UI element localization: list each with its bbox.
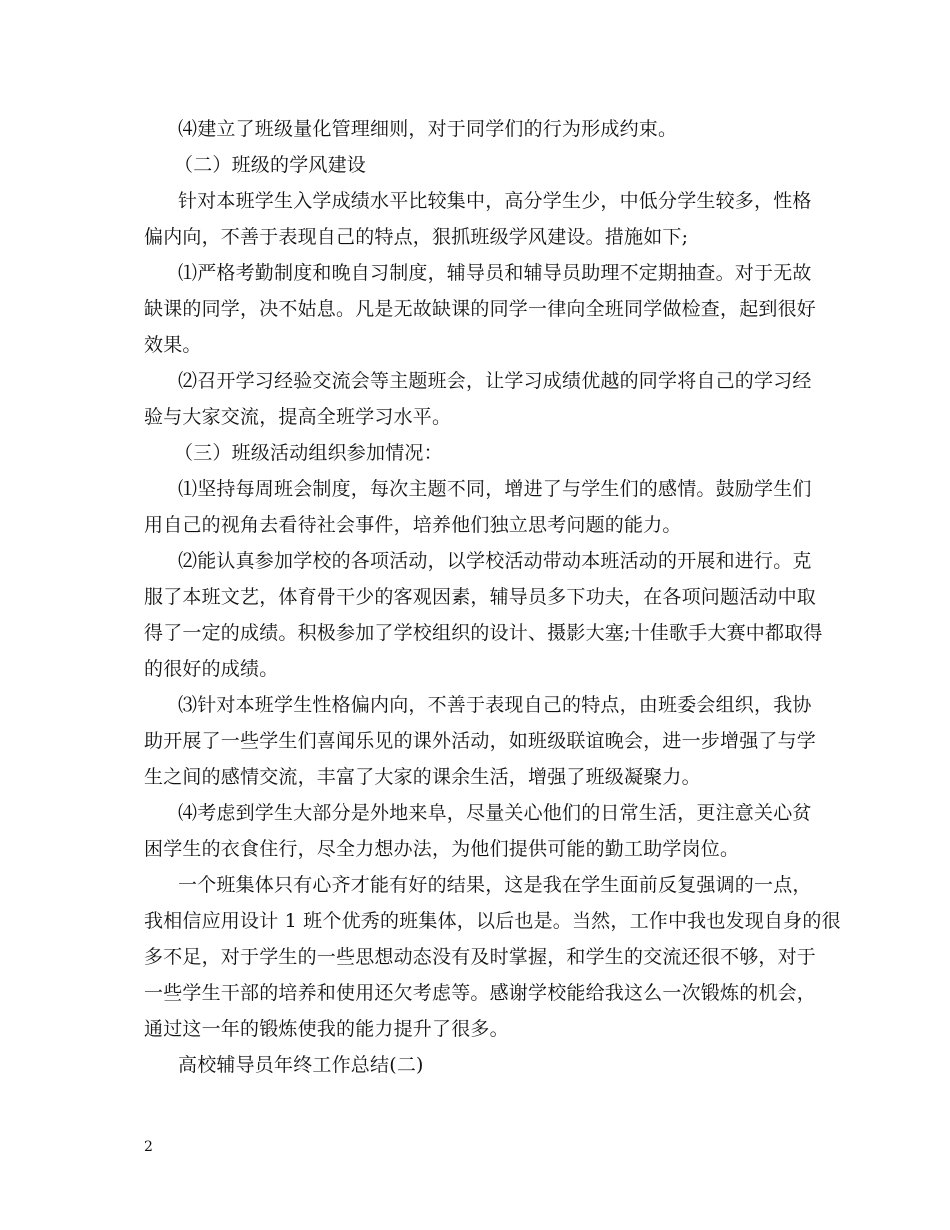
paragraph-line: 针对本班学生入学成绩水平比较集中，高分学生少，中低分学生较多，性格 — [178, 190, 812, 212]
paragraph-line: 用自己的视角去看待社会事件，培养他们独立思考问题的能力。 — [144, 514, 682, 536]
paragraph-line: ⑵召开学习经验交流会等主题班会，让学习成绩优越的同学将自己的学习经 — [178, 370, 812, 392]
paragraph-line: ⑷考虑到学生大部分是外地来阜，尽量关心他们的日常生活，更注意关心贫 — [178, 802, 812, 824]
section-heading: （二）班级的学风建设 — [174, 154, 367, 176]
paragraph-line: 效果。 — [144, 334, 202, 356]
paragraph-line: ⑵能认真参加学校的各项活动，以学校活动带动本班活动的开展和进行。克 — [178, 550, 812, 572]
paragraph-line: 多不足，对于学生的一些思想动态没有及时掌握，和学生的交流还很不够，对于 — [144, 946, 817, 968]
page-number: 2 — [144, 1139, 153, 1155]
paragraph-line: 通过这一年的锻炼使我的能力提升了很多。 — [144, 1018, 509, 1040]
paragraph-line: 得了一定的成绩。积极参加了学校组织的设计、摄影大塞;十佳歌手大赛中都取得 — [144, 622, 823, 644]
paragraph-line: 我相信应用设计 1 班个优秀的班集体，以后也是。当然，工作中我也发现自身的很 — [144, 910, 841, 932]
paragraph-line: 验与大家交流，提高全班学习水平。 — [144, 406, 452, 428]
paragraph-line: ⑷建立了班级量化管理细则，对于同学们的行为形成约束。 — [178, 118, 678, 140]
paragraph-line: 服了本班文艺，体育骨干少的客观因素，辅导员多下功夫，在各项问题活动中取 — [144, 586, 817, 608]
paragraph-line: ⑶针对本班学生性格偏内向，不善于表现自己的特点，由班委会组织，我协 — [178, 694, 812, 716]
paragraph-line: 缺课的同学，决不姑息。凡是无故缺课的同学一律向全班同学做检查，起到很好 — [144, 298, 817, 320]
paragraph-line: ⑴严格考勤制度和晚自习制度，辅导员和辅导员助理不定期抽查。对于无故 — [178, 262, 812, 284]
paragraph-line: 的很好的成绩。 — [144, 658, 279, 680]
section-heading: （三）班级活动组织参加情况： — [174, 442, 443, 464]
paragraph-line: 偏内向，不善于表现自己的特点，狠抓班级学风建设。措施如下; — [144, 226, 689, 248]
paragraph-line: ⑴坚持每周班会制度，每次主题不同，增进了与学生们的感情。鼓励学生们 — [178, 478, 812, 500]
paragraph-line: 困学生的衣食住行，尽全力想办法，为他们提供可能的勤工助学岗位。 — [144, 838, 740, 860]
section-heading: 高校辅导员年终工作总结(二) — [178, 1054, 424, 1076]
paragraph-line: 一些学生干部的培养和使用还欠考虑等。感谢学校能给我这么一次锻炼的机会， — [144, 982, 817, 1004]
paragraph-line: 生之间的感情交流，丰富了大家的课余生活，增强了班级凝聚力。 — [144, 766, 701, 788]
paragraph-line: 助开展了一些学生们喜闻乐见的课外活动，如班级联谊晚会，进一步增强了与学 — [144, 730, 817, 752]
paragraph-line: 一个班集体只有心齐才能有好的结果，这是我在学生面前反复强调的一点， — [178, 874, 812, 896]
